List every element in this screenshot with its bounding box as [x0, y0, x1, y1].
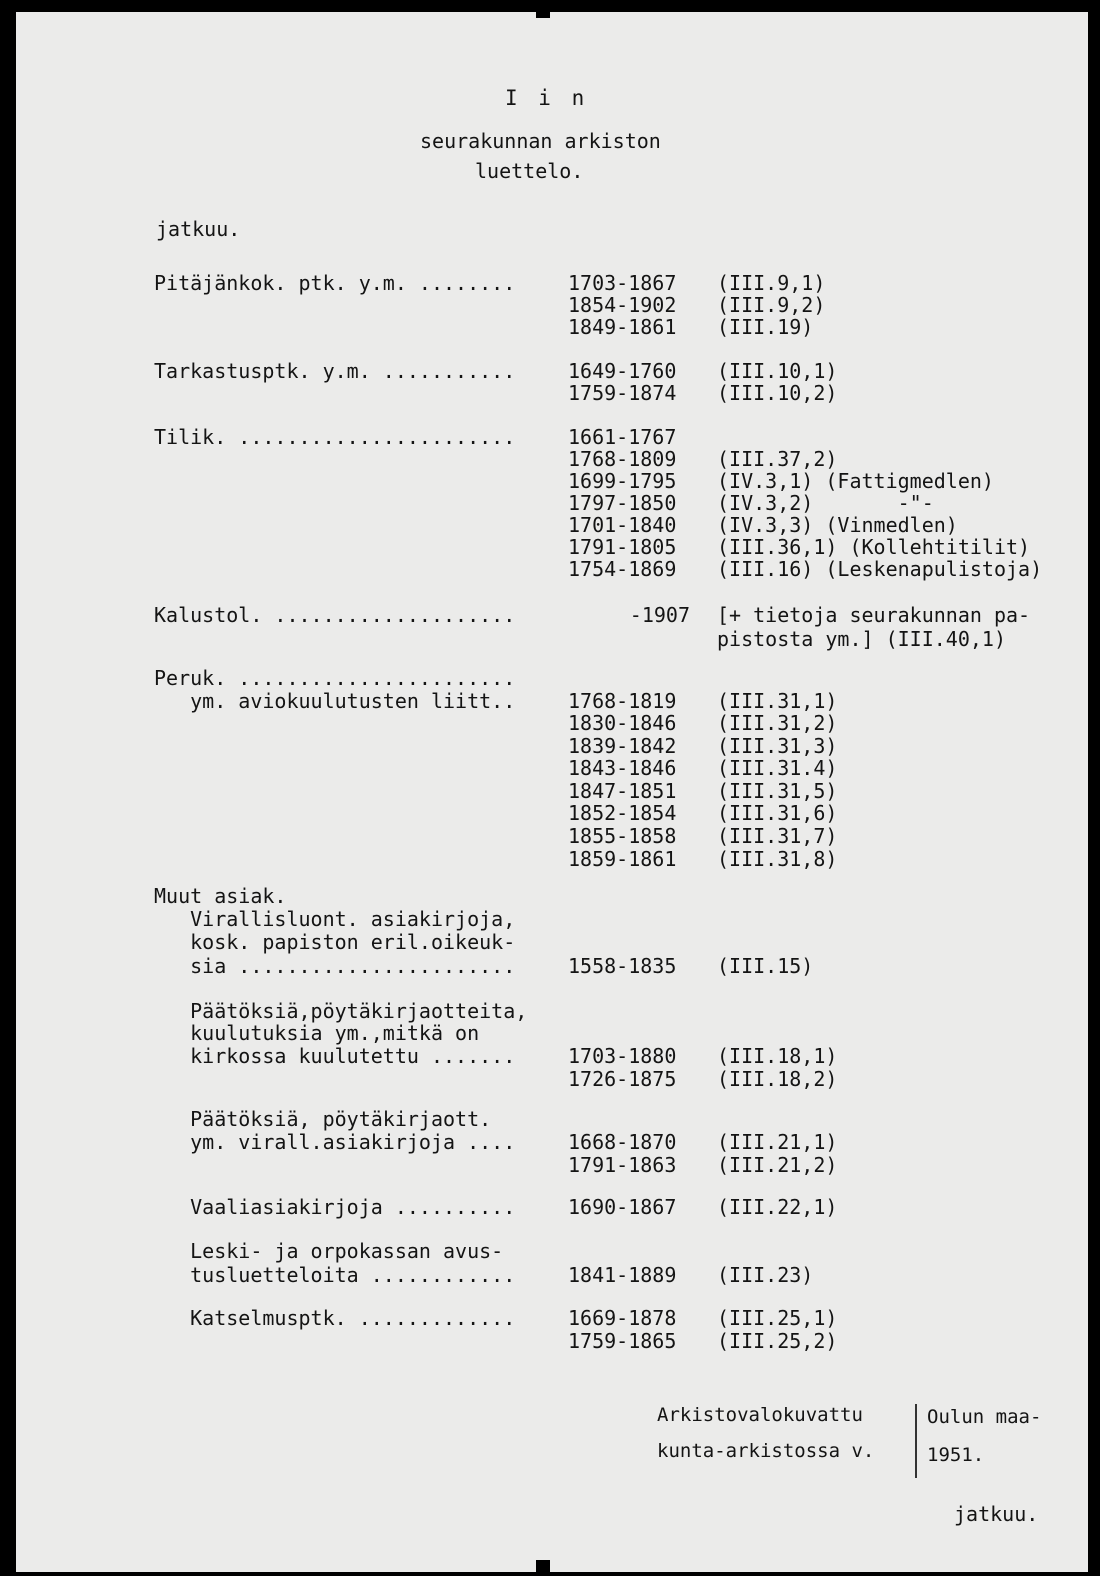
entry-reference: (III.37,2): [717, 447, 838, 471]
entry-years: 1841-1889: [568, 1263, 677, 1287]
entry-years: 1649-1760: [568, 359, 677, 383]
entry-reference: (III.10,2): [717, 381, 838, 405]
entry-years: 1847-1851: [568, 779, 677, 803]
entry-reference: (III.25,2): [717, 1329, 838, 1353]
entry-reference: (III.25,1): [717, 1306, 838, 1330]
entry-reference: (III.18,1): [717, 1044, 838, 1068]
entry-label: Vaaliasiakirjoja ..........: [154, 1195, 516, 1219]
stamp-divider: [915, 1404, 917, 1478]
page-subtitle: seurakunnan arkiston: [420, 129, 661, 153]
entry-label: tusluetteloita ............: [154, 1263, 516, 1287]
entry-label: ym. virall.asiakirjoja ....: [154, 1130, 516, 1154]
entry-label: Pitäjänkok. ptk. y.m. ........: [154, 271, 516, 295]
page-subtitle-2: luettelo.: [475, 159, 584, 183]
entry-reference: (III.16) (Leskenapulistoja): [717, 557, 1043, 581]
page-title: I i n: [505, 86, 589, 110]
entry-label: ym. aviokuulutusten liitt..: [154, 689, 516, 713]
entry-label: Peruk. .......................: [154, 666, 516, 690]
entry-years: 1726-1875: [568, 1067, 677, 1091]
entry-reference: (III.31,1): [717, 689, 838, 713]
entry-label: Päätöksiä, pöytäkirjaott.: [154, 1107, 492, 1131]
entry-reference: (III.21,2): [717, 1153, 838, 1177]
film-edge-mark-bottom: [536, 1560, 550, 1576]
entry-reference: (III.19): [717, 315, 814, 339]
entry-reference: (III.22,1): [717, 1195, 838, 1219]
entry-years: 1843-1846: [568, 756, 677, 780]
entry-years: 1699-1795: [568, 469, 677, 493]
entry-years: 1701-1840: [568, 513, 677, 537]
entry-label: Katselmusptk. .............: [154, 1306, 516, 1330]
entry-reference: (III.31,2): [717, 711, 838, 735]
continued-note: jatkuu.: [156, 217, 241, 241]
entry-years: 1854-1902: [568, 293, 677, 317]
entry-reference: (IV.3,1) (Fattigmedlen): [717, 469, 994, 493]
entry-label: kosk. papiston eril.oikeuk-: [154, 930, 516, 954]
entry-reference: (III.15): [717, 954, 814, 978]
document-page: [16, 12, 1088, 1572]
entry-reference: (III.31.4): [717, 756, 838, 780]
entry-reference: (III.18,2): [717, 1067, 838, 1091]
entry-years: -1907: [629, 603, 690, 627]
entry-label: kuulutuksia ym.,mitkä on: [154, 1021, 480, 1045]
entry-reference: (III.31,5): [717, 779, 838, 803]
film-edge-mark-top: [536, 0, 550, 18]
entry-label: sia .......................: [154, 954, 516, 978]
entry-years: 1668-1870: [568, 1130, 677, 1154]
entry-label: Päätöksiä,pöytäkirjaotteita,: [154, 999, 528, 1023]
entry-years: 1768-1809: [568, 447, 677, 471]
entry-reference: [+ tietoja seurakunnan pa-: [717, 603, 1031, 627]
entry-years: 1849-1861: [568, 315, 677, 339]
entry-reference: pistosta ym.] (III.40,1): [717, 627, 1006, 651]
entry-years: 1661-1767: [568, 425, 677, 449]
entry-reference: (III.31,6): [717, 801, 838, 825]
entry-years: 1859-1861: [568, 847, 677, 871]
entry-reference: (III.9,2): [717, 293, 826, 317]
stamp-text-right-2: 1951.: [927, 1444, 985, 1466]
entry-reference: (III.31,3): [717, 734, 838, 758]
entry-years: 1791-1805: [568, 535, 677, 559]
entry-years: 1703-1880: [568, 1044, 677, 1068]
entry-years: 1690-1867: [568, 1195, 677, 1219]
entry-reference: (IV.3,2) -"-: [717, 491, 934, 515]
entry-reference: (III.21,1): [717, 1130, 838, 1154]
entry-years: 1754-1869: [568, 557, 677, 581]
entry-label: Kalustol. ....................: [154, 603, 516, 627]
entry-years: 1855-1858: [568, 824, 677, 848]
entry-reference: (III.9,1): [717, 271, 826, 295]
entry-label: Virallisluont. asiakirjoja,: [154, 907, 516, 931]
entry-years: 1839-1842: [568, 734, 677, 758]
entry-reference: (III.36,1) (Kollehtitilit): [717, 535, 1031, 559]
entry-label: Muut asiak.: [154, 884, 287, 908]
entry-years: 1852-1854: [568, 801, 677, 825]
stamp-text-left-1: Arkistovalokuvattu: [657, 1404, 863, 1426]
entry-years: 1703-1867: [568, 271, 677, 295]
entry-label: Tilik. .......................: [154, 425, 516, 449]
entry-reference: (III.10,1): [717, 359, 838, 383]
entry-years: 1791-1863: [568, 1153, 677, 1177]
entry-years: 1759-1865: [568, 1329, 677, 1353]
entry-reference: (III.31,7): [717, 824, 838, 848]
entry-label: Leski- ja orpokassan avus-: [154, 1239, 504, 1263]
entry-reference: (IV.3,3) (Vinmedlen): [717, 513, 958, 537]
stamp-text-right-1: Oulun maa-: [927, 1406, 1042, 1428]
entry-reference: (III.31,8): [717, 847, 838, 871]
entry-years: 1797-1850: [568, 491, 677, 515]
entry-years: 1558-1835: [568, 954, 677, 978]
entry-years: 1830-1846: [568, 711, 677, 735]
entry-years: 1669-1878: [568, 1306, 677, 1330]
stamp-text-left-2: kunta-arkistossa v.: [657, 1440, 875, 1462]
entry-label: Tarkastusptk. y.m. ...........: [154, 359, 516, 383]
entry-label: kirkossa kuulutettu .......: [154, 1044, 516, 1068]
entry-years: 1768-1819: [568, 689, 677, 713]
entry-reference: (III.23): [717, 1263, 814, 1287]
continues-note: jatkuu.: [954, 1502, 1039, 1526]
entry-years: 1759-1874: [568, 381, 677, 405]
